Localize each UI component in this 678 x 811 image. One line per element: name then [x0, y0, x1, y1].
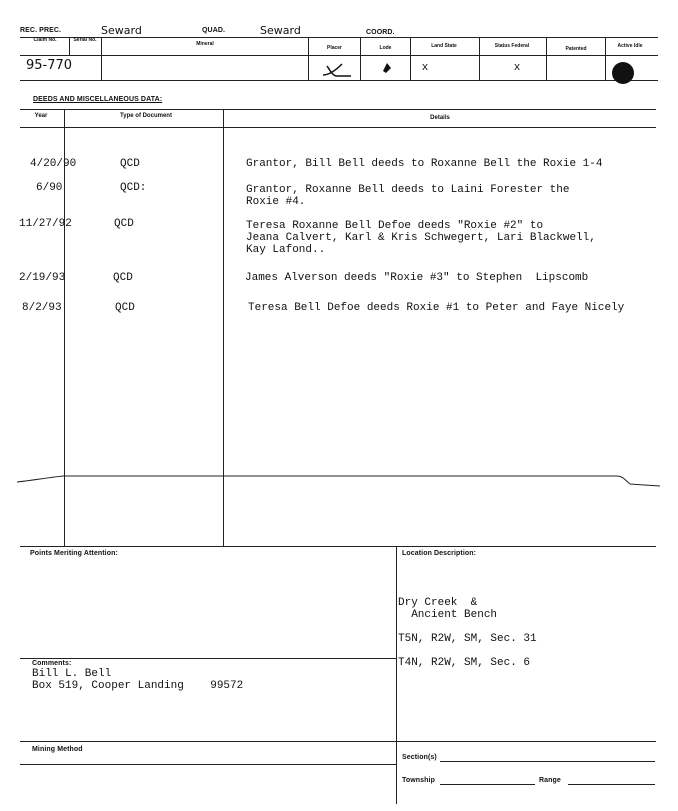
deed-row-1-year: 4/20/90: [30, 158, 77, 170]
mineral-label: Mineral: [196, 41, 214, 47]
deed-row-5-type: QCD: [115, 302, 135, 314]
location-description-text: Dry Creek & Ancient Bench T5N, R2W, SM, Sec. 31 T4N, R2W, SM, Sec. 6: [398, 597, 537, 669]
deed-row-4-details: James Alverson deeds "Roxie #3" to Stephen Lipscomb: [245, 272, 589, 284]
comments-label: Comments:: [32, 660, 72, 667]
lode-mark: [380, 60, 394, 76]
rec-prec-label: REC. PREC.: [20, 27, 62, 34]
quad-label: QUAD.: [202, 27, 226, 34]
lode-label: Lode: [379, 45, 392, 51]
comments-divider-line: [20, 658, 396, 659]
deeds-section-title: DEEDS AND MISCELLANEOUS DATA:: [33, 96, 163, 103]
land-state-mark: x: [421, 62, 429, 74]
range-fill-line: [568, 784, 655, 785]
header-line-top: [20, 37, 658, 38]
header-divider: [308, 37, 309, 80]
placer-label: Placer: [326, 45, 342, 51]
placer-check-mark: [318, 58, 354, 80]
deed-row-1-details: Grantor, Bill Bell deeds to Roxanne Bell the Roxie 1-4: [246, 158, 603, 170]
deed-row-3-year: 11/27/92: [19, 218, 72, 230]
comments-text: Bill L. Bell Box 519, Cooper Landing 99572: [32, 668, 244, 692]
active-status-dot: [612, 62, 634, 84]
sections-label: Section(s): [402, 754, 437, 761]
header-divider: [546, 37, 547, 80]
points-meriting-attention-label: Points Meriting Attention:: [30, 550, 118, 557]
header-divider: [479, 37, 480, 80]
deed-row-5-year: 8/2/93: [22, 302, 62, 314]
status-federal-mark: x: [513, 62, 521, 74]
fold-line: [15, 470, 665, 495]
deed-row-4-year: 2/19/93: [19, 272, 66, 284]
header-line-mid: [20, 55, 658, 56]
header-divider: [360, 37, 361, 80]
deed-row-2-year: 6/90: [36, 182, 63, 194]
rec-prec-value: Seward: [101, 24, 142, 37]
deeds-table-header-line: [20, 127, 656, 128]
range-label: Range: [539, 777, 561, 784]
patented-label: Patented: [565, 46, 587, 52]
deed-row-2-details: Grantor, Roxanne Bell deeds to Laini Forester the Roxie #4.: [246, 184, 570, 208]
deed-row-3-details: Teresa Roxanne Bell Defoe deeds "Roxie #2" to Jeana Calvert, Karl & Kris Schwegert, Lari Blackwell, Kay Lafond..: [246, 220, 596, 256]
col-year-header: Year: [34, 113, 48, 119]
col-type-header: Type of Document: [120, 113, 172, 119]
claim-no-value: 95-770: [26, 58, 73, 73]
land-state-label: Land State: [431, 43, 457, 49]
status-federal-label: Status Federal: [494, 43, 530, 49]
sections-fill-line: [440, 761, 655, 762]
claim-no-label: Claim No.: [33, 37, 57, 43]
serial-no-label: Serial No.: [73, 37, 97, 43]
deed-row-3-type: QCD: [114, 218, 134, 230]
deed-row-1-type: QCD: [120, 158, 140, 170]
mining-method-bottom-line: [20, 764, 396, 765]
township-fill-line: [440, 784, 535, 785]
mining-method-label: Mining Method: [32, 746, 83, 753]
deed-row-5-details: Teresa Bell Defoe deeds Roxie #1 to Peter and Faye Nicely: [248, 302, 625, 314]
active-idle-label: Active Idle: [617, 43, 643, 49]
quad-value: Seward: [260, 24, 301, 37]
bottom-section-top-line: [20, 546, 656, 547]
coord-label: COORD.: [366, 29, 395, 36]
location-description-label: Location Description:: [402, 550, 477, 557]
deeds-table-top-line: [20, 109, 656, 110]
header-divider: [605, 37, 606, 80]
header-line-bottom: [20, 80, 658, 81]
deed-row-4-type: QCD: [113, 272, 133, 284]
bottom-vertical-divider: [396, 546, 397, 804]
mining-method-top-line: [20, 741, 656, 742]
deed-row-2-type: QCD:: [120, 182, 147, 194]
header-divider: [410, 37, 411, 80]
col-details-header: Details: [430, 115, 450, 121]
township-label: Township: [402, 777, 435, 784]
